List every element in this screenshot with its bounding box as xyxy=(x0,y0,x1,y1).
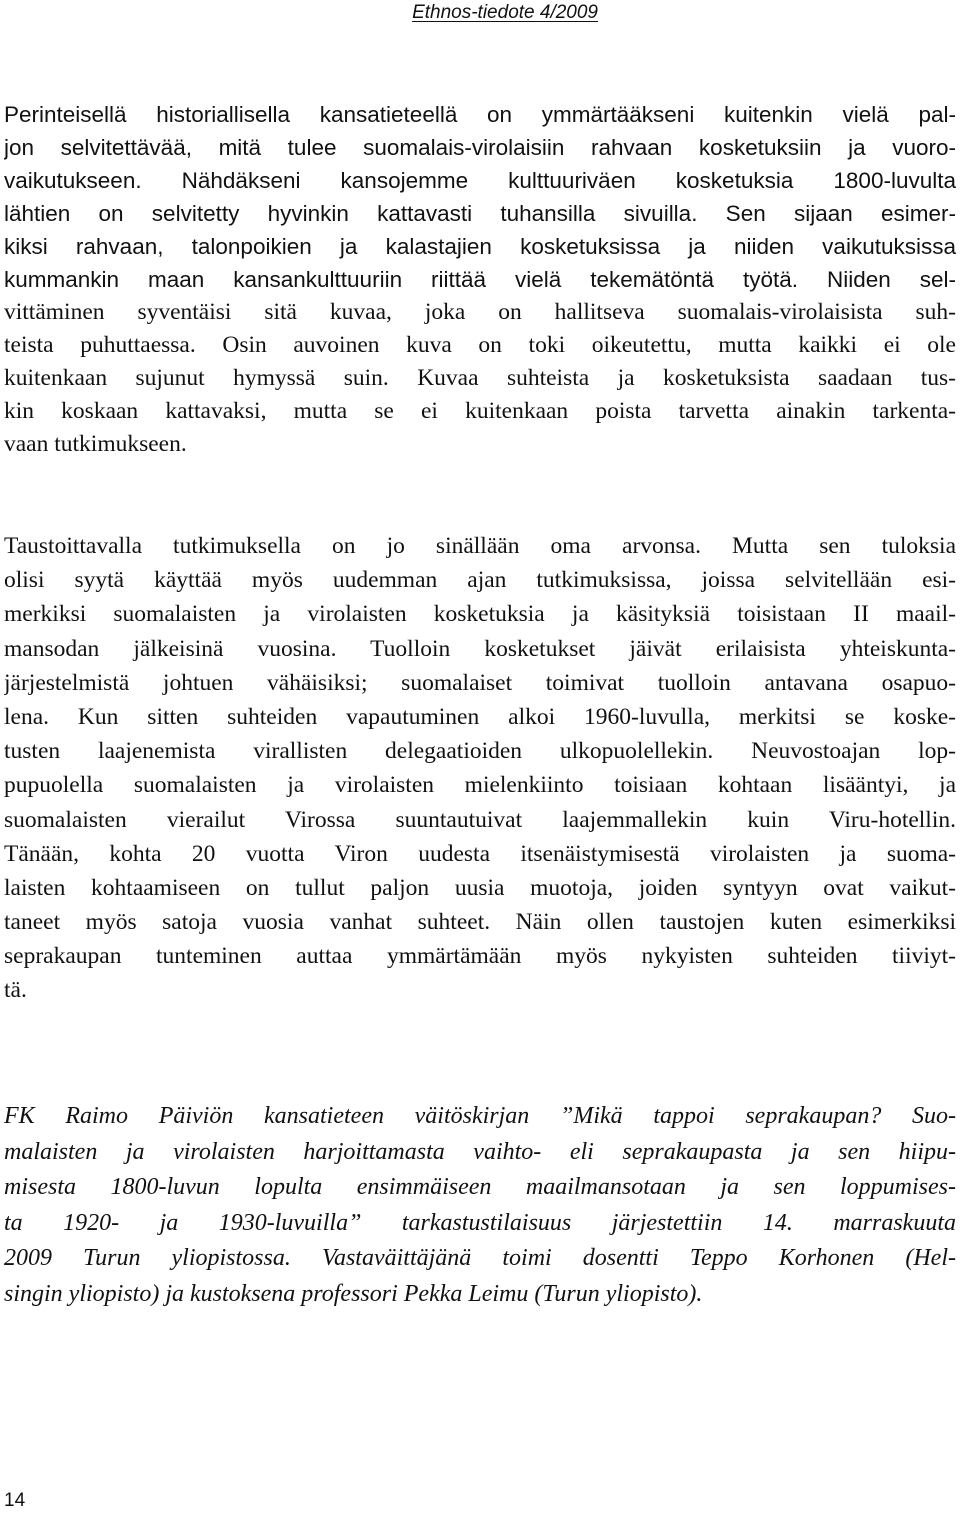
text-line: teista puhuttaessa. Osin auvoinen kuva on toki oikeutettu, mutta kaikki ei ole xyxy=(4,332,956,358)
paragraph-1 xyxy=(4,98,956,461)
text-line: tusten laajenemista virallisten delegaatioiden ulkopuolellekin. Neuvostoajan lop- xyxy=(4,738,956,765)
text-line: vaikutukseen. Nähdäkseni kansojemme kulttuuriväen kosketuksia 1800-luvulta xyxy=(4,168,956,193)
text-line: merkiksi suomalaisten ja virolaisten kosketuksia ja käsityksiä toisistaan II maail- xyxy=(4,601,956,628)
text-line: Perinteisellä historiallisella kansatieteellä on ymmärtääkseni kuitenkin vielä pal- xyxy=(4,102,956,127)
text-line: olisi syytä käyttää myös uudemman ajan tutkimuksissa, joissa selvitellään esi- xyxy=(4,567,956,594)
text-line: ta 1920- ja 1930-luvuilla” tarkastustilaisuus järjestettiin 14. marraskuuta xyxy=(4,1209,956,1236)
text-line: FK Raimo Päiviön kansatieteen väitöskirjan ”Mikä tappoi seprakaupan? Suo- xyxy=(4,1103,956,1129)
text-line: pupuolella suomalaisten ja virolaisten mielenkiinto toisiaan kohtaan lisääntyi, ja xyxy=(4,772,956,799)
text-line: kin koskaan kattavaksi, mutta se ei kuitenkaan poista tarvetta ainakin tarkenta- xyxy=(4,398,956,424)
journal-header: Ethnos-tiedote 4/2009 xyxy=(412,2,598,23)
text-line: lena. Kun sitten suhteiden vapautuminen alkoi 1960-luvulla, merkitsi se koske- xyxy=(4,703,956,730)
text-line: kuitenkaan sujunut hymyssä suin. Kuvaa suhteista ja kosketuksista saadaan tus- xyxy=(4,365,956,391)
paragraph-2 xyxy=(4,529,956,1008)
text-line: misesta 1800-luvun lopulta ensimmäiseen maailmansotaan ja sen loppumises- xyxy=(4,1174,956,1200)
text-line: Tänään, kohta 20 vuotta Viron uudesta itsenäistymisestä virolaisten ja suoma- xyxy=(4,840,956,867)
dissertation-note xyxy=(4,1099,956,1312)
text-line: kummankin maan kansankulttuuriin riittää vielä tekemätöntä työtä. Niiden sel- xyxy=(4,267,956,292)
text-line: suomalaisten vierailut Virossa suuntautuivat laajemmallekin kuin Viru-hotellin. xyxy=(4,806,956,833)
text-line: seprakaupan tunteminen auttaa ymmärtämään myös nykyisten suhteiden tiiviyt- xyxy=(4,943,956,970)
text-line: laisten kohtaamiseen on tullut paljon uusia muotoja, joiden syntyyn ovat vaikut- xyxy=(4,874,956,901)
text-line: kiksi rahvaan, talonpoikien ja kalastajien kosketuksissa ja niiden vaikutuksissa xyxy=(4,234,956,259)
text-line: vaan tutkimukseen. xyxy=(4,431,187,457)
text-line: malaisten ja virolaisten harjoittamasta vaihto- eli seprakaupasta ja sen hiipu- xyxy=(4,1138,956,1165)
text-line: Taustoittavalla tutkimuksella on jo sinällään oma arvonsa. Mutta sen tuloksia xyxy=(4,533,956,559)
text-line: järjestelmistä johtuen vähäisiksi; suomalaiset toimivat tuolloin antavana osapuo- xyxy=(4,669,956,696)
text-line: singin yliopisto) ja kustoksena professori Pekka Leimu (Turun yliopisto). xyxy=(4,1280,703,1307)
text-line: tä. xyxy=(4,977,27,1004)
text-line: 2009 Turun yliopistossa. Vastaväittäjänä toimi dosentti Teppo Korhonen (Hel- xyxy=(4,1245,956,1271)
page-number: 14 xyxy=(4,1490,26,1511)
text-line: lähtien on selvitetty hyvinkin kattavasti tuhansilla sivuilla. Sen sijaan esimer- xyxy=(4,201,956,226)
text-line: taneet myös satoja vuosia vanhat suhteet. Näin ollen taustojen kuten esimerkiksi xyxy=(4,909,956,936)
text-line: vittäminen syventäisi sitä kuvaa, joka on hallitseva suomalais-virolaisista suh- xyxy=(4,299,956,325)
text-line: mansodan jälkeisinä vuosina. Tuolloin kosketukset jäivät erilaisista yhteiskunta- xyxy=(4,635,956,662)
text-line: jon selvitettävää, mitä tulee suomalais-virolaisiin rahvaan kosketuksiin ja vuoro- xyxy=(4,135,956,160)
